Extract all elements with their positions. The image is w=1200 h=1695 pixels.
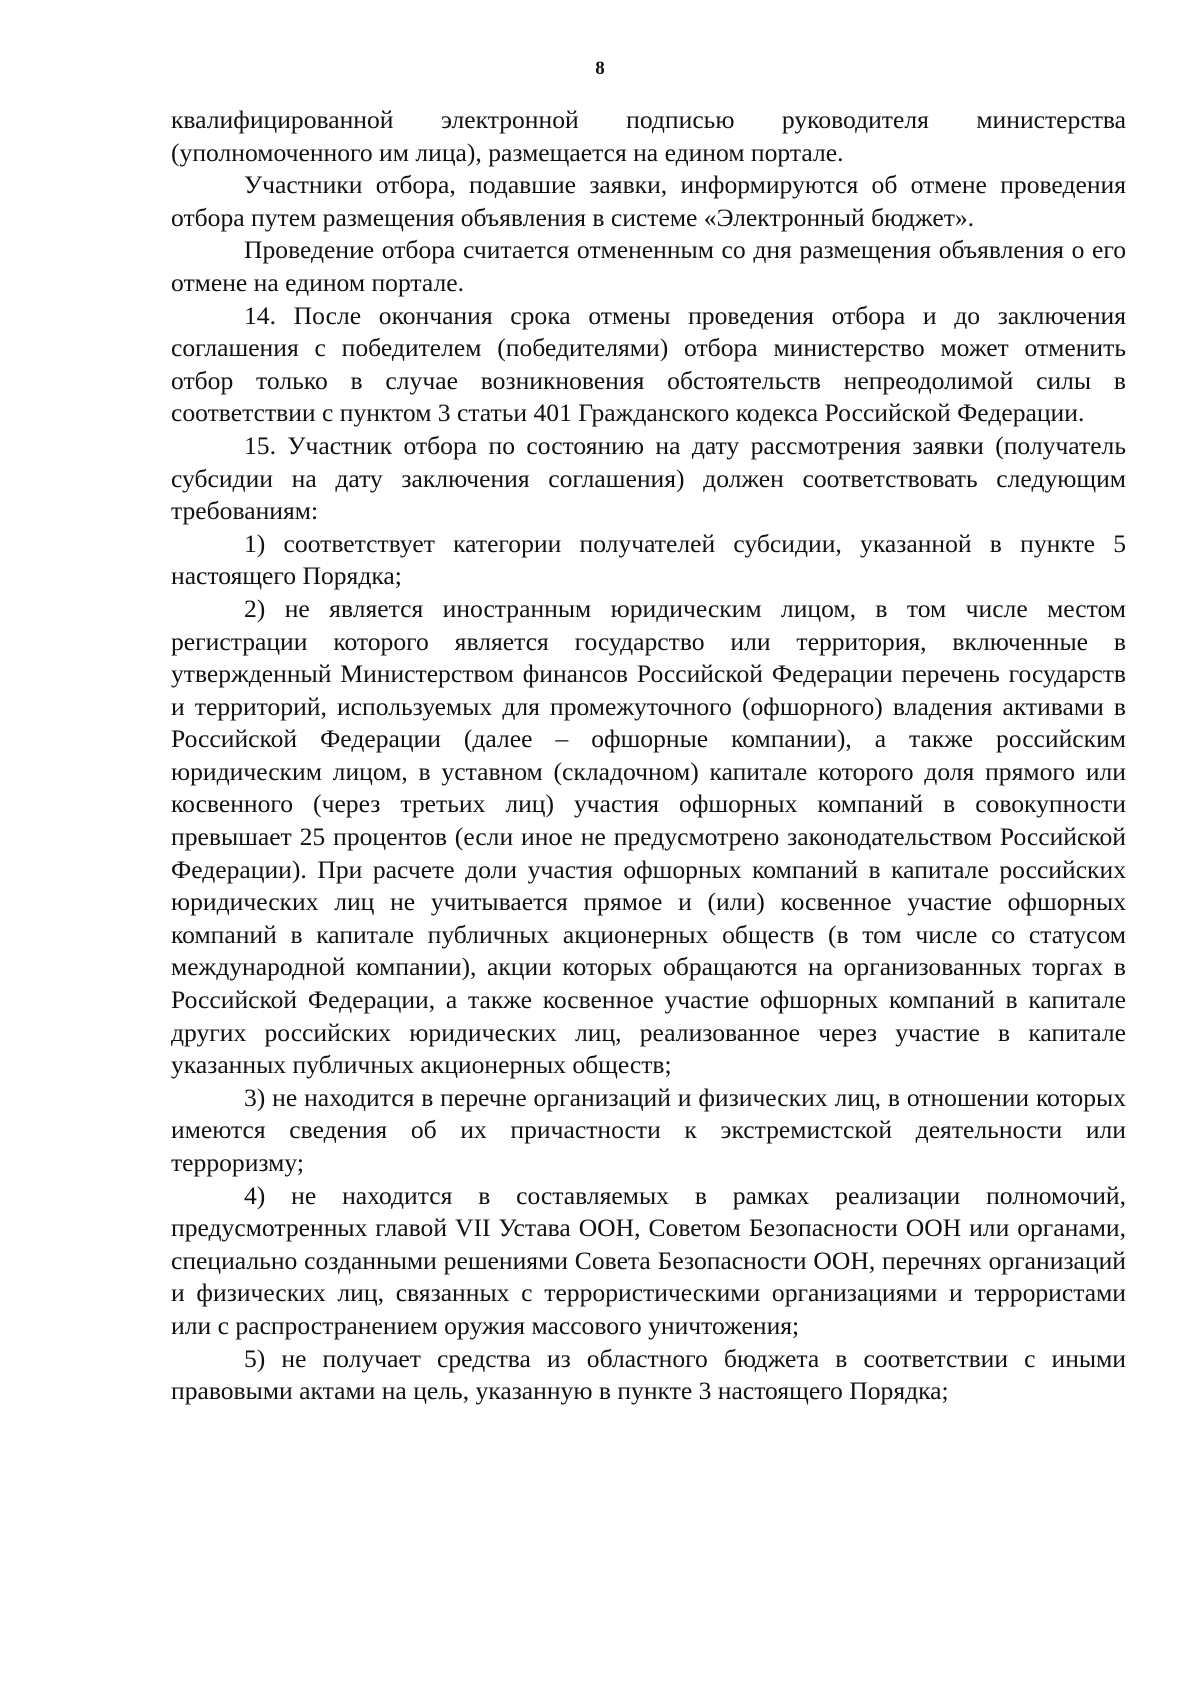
paragraph-requirement-5: 5) не получает средства из областного бюджета в соответствии с иными правовыми актами на цель, указанную в пункте 3 настоящего Порядка; (171, 1343, 1126, 1406)
paragraph-requirement-4: 4) не находится в составляемых в рамках реализации полномочий, предусмотренных главой VII Устава ООН, Советом Безопасности ООН или органами, специально созданными решениями Совета Безопасности ООН, перечнях организаций и физических лиц, связанных с террористическими организациями и террористами или с распространением оружия массового уничтожения; (171, 1180, 1126, 1340)
paragraph-continuation: квалифицированной электронной подписью руководителя министерства (уполномоченного им лица), размещается на едином портале. (171, 105, 1126, 167)
paragraph-participants-informed: Участники отбора, подавшие заявки, информируются об отмене проведения отбора путем размещения объявления в системе «Электронный бюджет». (171, 170, 1126, 232)
paragraph-item-14: 14. После окончания срока отмены проведения отбора и до заключения соглашения с победителем (победителями) отбора министерство может отменить отбор только в случае возникновения обстоятельств непреодолимой силы в соответствии с пунктом 3 статьи 401 Гражданского кодекса Российской Федерации. (171, 300, 1126, 428)
page-number: 8 (595, 58, 605, 79)
paragraph-requirement-1: 1) соответствует категории получателей субсидии, указанной в пункте 5 настоящего Порядка; (171, 528, 1126, 591)
paragraph-requirement-2: 2) не является иностранным юридическим лицом, в том числе местом регистрации которого является государство или территория, включенные в утвержденный Министерством финансов Российской Федерации перечень государств и территорий, используемых для промежуточного (офшорного) владения активами в Российской Федерации (далее – офшорные компании), а также российским юридическим лицом, в уставном (складочном) капитале которого доля прямого или косвенного (через третьих лиц) участия офшорных компаний в совокупности превышает 25 процентов (если иное не предусмотрено законодательством Российской Федерации). При расчете доли участия офшорных компаний в капитале российских юридических лиц не учитывается прямое и (или) косвенное участие офшорных компаний в капитале публичных акционерных обществ (в том числе со статусом международной компании), акции которых обращаются на организованных торгах в Российской Федерации, а также косвенное участие офшорных компаний в капитале других российских юридических лиц, реализованное через участие в капитале указанных публичных акционерных обществ; (171, 593, 1126, 1080)
document-body (171, 104, 1126, 1408)
paragraph-requirement-3: 3) не находится в перечне организаций и физических лиц, в отношении которых имеются сведения об их причастности к экстремистской деятельности или терроризму; (171, 1082, 1126, 1177)
paragraph-cancellation-date: Проведение отбора считается отмененным со дня размещения объявления о его отмене на едином портале. (171, 235, 1126, 297)
paragraph-item-15: 15. Участник отбора по состоянию на дату рассмотрения заявки (получатель субсидии на дату заключения соглашения) должен соответствовать следующим требованиям: (171, 430, 1126, 526)
